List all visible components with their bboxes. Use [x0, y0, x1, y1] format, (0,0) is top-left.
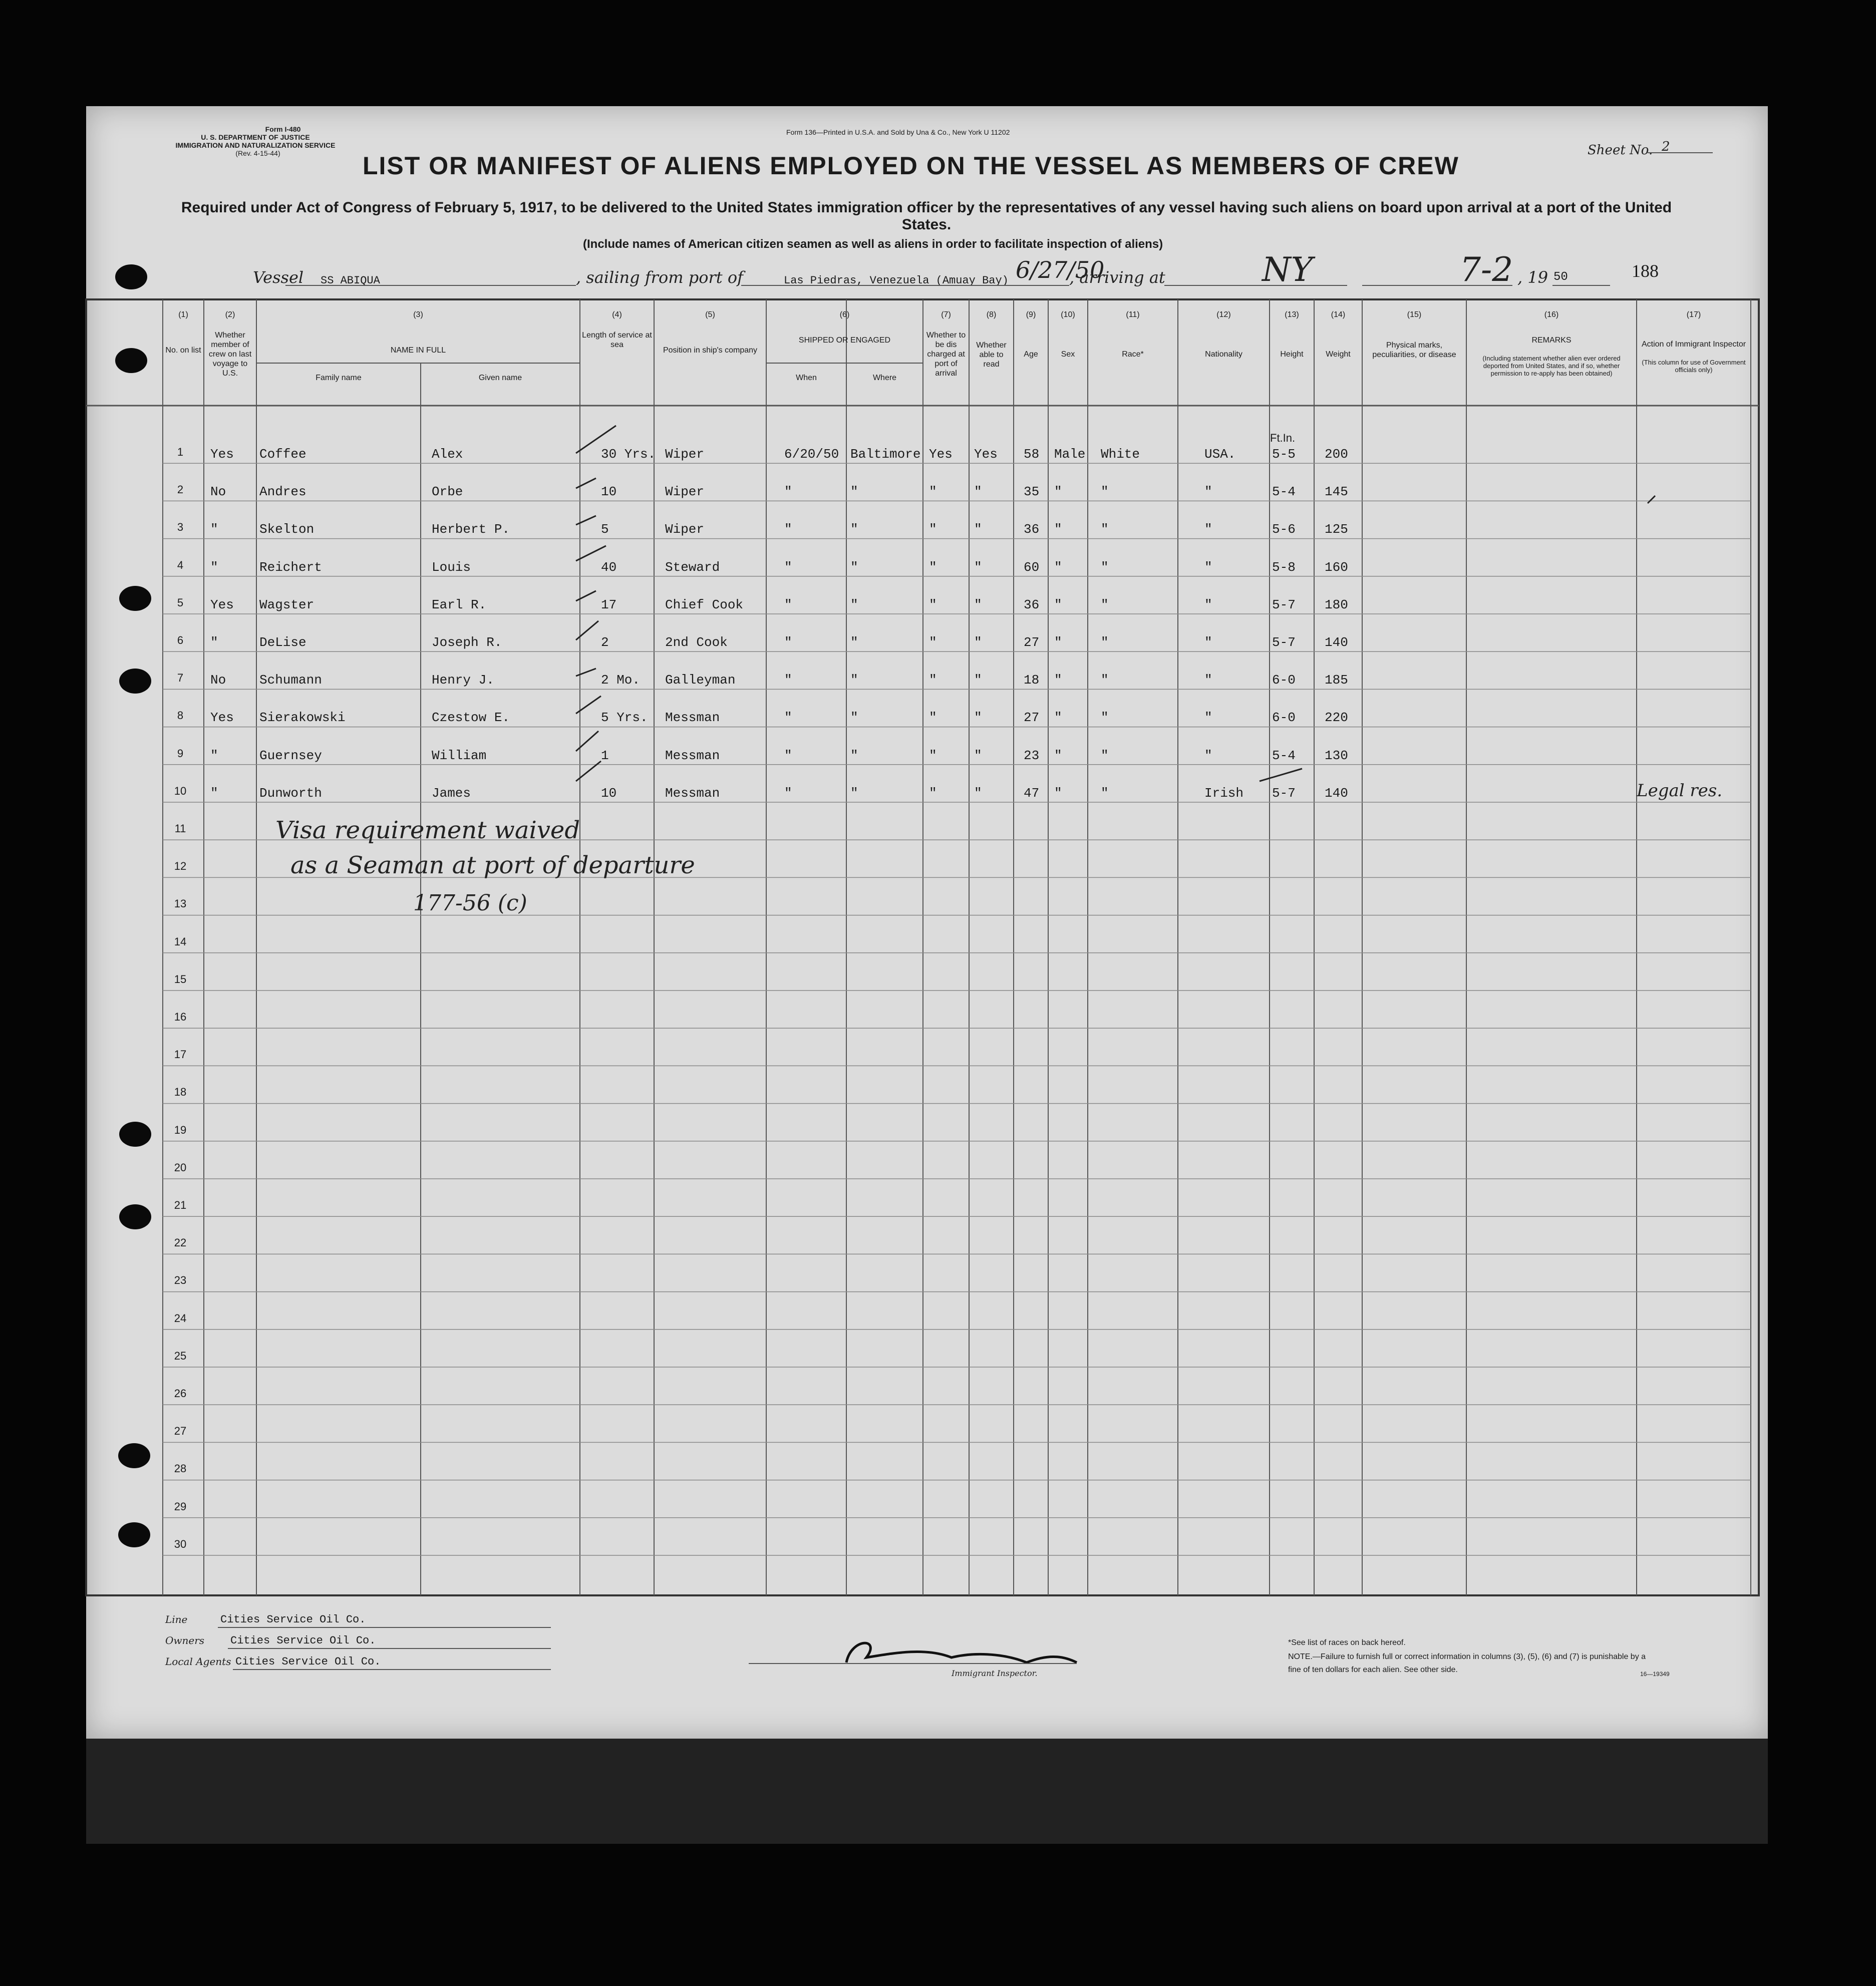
cell-sex: " — [1054, 748, 1062, 763]
owners-value: Cities Service Oil Co. — [230, 1634, 376, 1647]
cell-when: 6/20/50 — [784, 447, 839, 462]
cell-service: 5 Yrs. — [601, 710, 648, 726]
row-number: 19 — [174, 1123, 187, 1136]
cell-age: 36 — [1024, 597, 1040, 612]
cell-weight: 125 — [1325, 522, 1348, 537]
row-number: 3 — [177, 521, 184, 534]
cell-last: No — [210, 484, 226, 500]
cell-age: 35 — [1024, 484, 1040, 500]
column-number: (7) — [941, 310, 951, 319]
column-number: (2) — [225, 310, 235, 319]
row-number: 1 — [177, 446, 184, 458]
cell-read: " — [974, 522, 982, 537]
column-subnote: (Including statement whether alien ever ordered deported from United States, and if so, whether permission to re-apply has been obtained) — [1482, 355, 1621, 377]
column-number: (8) — [986, 310, 997, 319]
column-header: Whether to be dis charged at port of arrival — [926, 331, 966, 378]
cell-when: " — [784, 522, 792, 537]
subtitle: Required under Act of Congress of February 5, 1917, to be delivered to the United States immigration officer by the representatives of any vessel having such aliens on board upon arrival at a port of the United States. — [181, 199, 1672, 233]
cell-nationality: " — [1204, 484, 1212, 500]
cell-when: " — [784, 710, 792, 726]
year-prefix: , 19 — [1517, 268, 1548, 287]
cell-service: 10 — [601, 785, 617, 801]
cell-age: 18 — [1024, 673, 1040, 688]
column-number: (3) — [413, 310, 423, 319]
cell-age: 36 — [1024, 522, 1040, 537]
cell-height: 5-8 — [1272, 559, 1296, 575]
include-note: (Include names of American citizen seamen as well as aliens in order to facilitate inspection of aliens) — [583, 237, 1163, 251]
sail-date: 6/27/50 — [1016, 256, 1105, 283]
cell-height: 5-4 — [1272, 748, 1296, 763]
cell-read: Yes — [974, 447, 998, 462]
cell-sex: " — [1054, 559, 1062, 575]
cell-position: Wiper — [665, 522, 705, 537]
row-number: 21 — [174, 1199, 187, 1211]
cell-height: 6-0 — [1272, 710, 1296, 726]
cell-height: 5-7 — [1272, 635, 1296, 650]
column-number: (5) — [705, 310, 715, 319]
line-value: Cities Service Oil Co. — [220, 1613, 366, 1626]
column-subheader: Given name — [478, 374, 522, 382]
cell-nationality: " — [1204, 597, 1212, 612]
cell-last: " — [210, 748, 218, 763]
column-header: Race* — [1122, 350, 1144, 359]
cell-discharged: " — [929, 673, 937, 688]
cell-sex: " — [1054, 635, 1062, 650]
cell-where: " — [850, 522, 858, 537]
cell-last: No — [210, 673, 226, 688]
cell-position: Chief Cook — [665, 597, 744, 612]
cell-nationality: " — [1204, 710, 1212, 726]
cell-given: Louis — [432, 559, 471, 575]
row-number: 17 — [174, 1048, 187, 1061]
cell-read: " — [974, 785, 982, 801]
cell-read: " — [974, 484, 982, 500]
cell-service: 17 — [601, 597, 617, 612]
cell-given: Alex — [432, 447, 463, 462]
column-header: Action of Immigrant Inspector — [1641, 340, 1746, 349]
cell-position: Steward — [665, 559, 720, 575]
cell-weight: 160 — [1325, 559, 1348, 575]
row-number: 28 — [174, 1462, 187, 1475]
handwritten-note-line-1: Visa requirement waived — [275, 816, 580, 844]
form-number: Form I-480 — [265, 125, 301, 133]
column-number: (12) — [1216, 310, 1231, 319]
cell-last: " — [210, 559, 218, 575]
column-number: (14) — [1331, 310, 1346, 319]
cell-sex: " — [1054, 597, 1062, 612]
row-number: 13 — [174, 897, 187, 910]
cell-where: " — [850, 559, 858, 575]
cell-read: " — [974, 559, 982, 575]
cell-height: 5-6 — [1272, 522, 1296, 537]
cell-sex: " — [1054, 710, 1062, 726]
line-label: Line — [165, 1613, 188, 1625]
department: U. S. DEPARTMENT OF JUSTICE — [201, 133, 310, 141]
cell-nationality: " — [1204, 522, 1212, 537]
cell-discharged: " — [929, 710, 937, 726]
row-number: 9 — [177, 747, 184, 760]
column-header: Sex — [1061, 350, 1075, 359]
column-header: Position in ship's company — [663, 346, 758, 355]
row-number: 26 — [174, 1387, 187, 1400]
cell-nationality: " — [1204, 673, 1212, 688]
column-number: (4) — [612, 310, 622, 319]
cell-where: " — [850, 673, 858, 688]
cell-given: Orbe — [432, 484, 463, 500]
column-subheader: Where — [872, 374, 897, 382]
cell-height: 5-5 — [1272, 447, 1296, 462]
row-number: 12 — [174, 860, 187, 873]
cell-when: " — [784, 748, 792, 763]
column-header: Height — [1280, 350, 1304, 359]
cell-where: Baltimore — [850, 447, 921, 462]
cell-read: " — [974, 710, 982, 726]
departure-port: Las Piedras, Venezuela (Amuay Bay) — [784, 274, 1009, 287]
cell-last: Yes — [210, 597, 234, 612]
cell-race: " — [1101, 597, 1109, 612]
cell-discharged: " — [929, 522, 937, 537]
handwritten-note-line-3: 177-56 (c) — [413, 890, 527, 916]
cell-given: Henry J. — [432, 673, 494, 688]
cell-read: " — [974, 597, 982, 612]
cell-height: 5-7 — [1272, 597, 1296, 612]
penalty-note: NOTE.—Failure to furnish full or correct information in columns (3), (5), (6) and (7) is punishable by a fine of ten dollars for each alien. See other side. — [1288, 1652, 1646, 1674]
cell-service: 1 — [601, 748, 609, 763]
cell-family: Andres — [259, 484, 306, 500]
cell-age: 27 — [1024, 710, 1040, 726]
row-number: 2 — [177, 483, 184, 496]
cell-height: 5-4 — [1272, 484, 1296, 500]
column-header: Age — [1024, 350, 1038, 359]
cell-nationality: " — [1204, 559, 1212, 575]
cell-where: " — [850, 484, 858, 500]
column-header: Physical marks, peculiarities, or disease — [1372, 341, 1456, 359]
row-number: 24 — [174, 1311, 187, 1325]
page-title: LIST OR MANIFEST OF ALIENS EMPLOYED ON THE VESSEL AS MEMBERS OF CREW — [363, 152, 1459, 180]
column-subheader: When — [796, 374, 817, 382]
cell-race: " — [1101, 673, 1109, 688]
column-header: Length of service at sea — [582, 331, 652, 349]
cell-last: Yes — [210, 447, 234, 462]
cell-read: " — [974, 748, 982, 763]
cell-family: Schumann — [259, 673, 322, 688]
cell-race: " — [1101, 748, 1109, 763]
row-number: 11 — [174, 822, 186, 835]
column-subheader: Family name — [316, 374, 362, 382]
column-number: (16) — [1544, 310, 1559, 319]
cell-weight: 145 — [1325, 484, 1348, 500]
cell-where: " — [850, 710, 858, 726]
cell-race: " — [1101, 635, 1109, 650]
cell-family: Reichert — [259, 559, 322, 575]
cell-service: 2 — [601, 635, 609, 650]
inspector-label: Immigrant Inspector. — [952, 1669, 1038, 1678]
year: 50 — [1553, 270, 1568, 284]
column-header: REMARKS — [1531, 336, 1572, 345]
cell-race: White — [1101, 447, 1140, 462]
cell-given: Czestow E. — [432, 710, 510, 726]
service-name: IMMIGRATION AND NATURALIZATION SERVICE — [175, 141, 336, 149]
printer-line: Form 136—Printed in U.S.A. and Sold by Una & Co., New York U 11202 — [786, 128, 1010, 136]
row-number: 8 — [177, 709, 184, 722]
row-number: 16 — [174, 1011, 187, 1023]
cell-sex: " — [1054, 484, 1062, 500]
race-note: *See list of races on back hereof. — [1288, 1638, 1406, 1647]
cell-race: " — [1101, 785, 1109, 801]
cell-discharged: " — [929, 597, 937, 612]
sheet-label: Sheet No. — [1588, 143, 1653, 158]
cell-given: William — [432, 748, 487, 763]
cell-weight: 180 — [1325, 597, 1348, 612]
cell-family: DeLise — [259, 635, 306, 650]
cell-race: " — [1101, 710, 1109, 726]
cell-where: " — [850, 785, 858, 801]
vessel-name: SS ABIQUA — [321, 274, 380, 287]
cell-age: 58 — [1024, 447, 1040, 462]
cell-weight: 200 — [1325, 447, 1348, 462]
column-number: (1) — [178, 310, 188, 319]
cell-service: 40 — [601, 559, 617, 575]
cell-age: 60 — [1024, 559, 1040, 575]
cell-when: " — [784, 597, 792, 612]
cell-position: Wiper — [665, 447, 705, 462]
cell-given: James — [432, 785, 471, 801]
cell-given: Joseph R. — [432, 635, 502, 650]
cell-nationality: " — [1204, 635, 1212, 650]
cell-position: Galleyman — [665, 673, 736, 688]
column-header: Weight — [1326, 350, 1351, 359]
cell-family: Coffee — [259, 447, 306, 462]
column-header: NAME IN FULL — [390, 346, 446, 355]
cell-discharged: " — [929, 635, 937, 650]
cell-given: Herbert P. — [432, 522, 510, 537]
cell-position: Messman — [665, 710, 720, 726]
cell-family: Wagster — [259, 597, 315, 612]
cell-when: " — [784, 673, 792, 688]
row-number: 10 — [174, 784, 187, 797]
sheet-number: 2 — [1662, 139, 1670, 154]
height-unit: Ft.In. — [1270, 432, 1296, 444]
sailing-label: , sailing from port of — [576, 268, 743, 287]
column-header: Whether able to read — [976, 341, 1007, 369]
column-subnote: (This column for use of Government officials only) — [1642, 359, 1746, 374]
arriving-label: , arriving at — [1069, 268, 1165, 287]
cell-sex: " — [1054, 522, 1062, 537]
cell-last: " — [210, 522, 218, 537]
cell-discharged: Yes — [929, 447, 953, 462]
page-stamp-number: 188 — [1632, 261, 1659, 281]
cell-action: Legal res. — [1637, 780, 1723, 801]
cell-race: " — [1101, 559, 1109, 575]
cell-service: 2 Mo. — [601, 673, 641, 688]
column-number: (10) — [1061, 310, 1075, 319]
cell-discharged: " — [929, 559, 937, 575]
column-header: SHIPPED OR ENGAGED — [798, 336, 891, 345]
cell-age: 47 — [1024, 785, 1040, 801]
cell-position: Messman — [665, 748, 720, 763]
form-code: 16—19349 — [1640, 1671, 1670, 1678]
cell-read: " — [974, 635, 982, 650]
arrival-port: NY — [1262, 250, 1313, 289]
arrival-date: 7-2 — [1460, 250, 1513, 289]
column-number: (15) — [1407, 310, 1422, 319]
row-number: 5 — [177, 596, 184, 609]
row-number: 18 — [174, 1086, 187, 1099]
cell-age: 23 — [1024, 748, 1040, 763]
cell-where: " — [850, 748, 858, 763]
cell-last: " — [210, 785, 218, 801]
row-number: 15 — [174, 972, 187, 985]
cell-age: 27 — [1024, 635, 1040, 650]
column-number: (17) — [1686, 310, 1701, 319]
row-number: 25 — [174, 1349, 187, 1362]
cell-race: " — [1101, 522, 1109, 537]
cell-last: " — [210, 635, 218, 650]
cell-weight: 185 — [1325, 673, 1348, 688]
cell-family: Skelton — [259, 522, 315, 537]
column-header: Whether member of crew on last voyage to U.S. — [208, 331, 252, 378]
column-number: (6) — [839, 310, 850, 319]
cell-weight: 140 — [1325, 785, 1348, 801]
cell-service: 10 — [601, 484, 617, 500]
cell-when: " — [784, 785, 792, 801]
row-number: 4 — [177, 558, 184, 571]
cell-height: 5-7 — [1272, 785, 1296, 801]
row-number: 7 — [177, 672, 184, 685]
cell-discharged: " — [929, 748, 937, 763]
column-header: No. on list — [165, 346, 201, 355]
column-number: (9) — [1026, 310, 1036, 319]
row-number: 22 — [174, 1236, 187, 1249]
row-number: 29 — [174, 1500, 187, 1513]
cell-discharged: " — [929, 785, 937, 801]
cell-family: Sierakowski — [259, 710, 346, 726]
cell-nationality: USA. — [1204, 447, 1236, 462]
agents-label: Local Agents — [165, 1656, 231, 1668]
row-number: 14 — [174, 935, 187, 948]
row-number: 27 — [174, 1425, 187, 1438]
cell-weight: 130 — [1325, 748, 1348, 763]
cell-where: " — [850, 597, 858, 612]
cell-position: Messman — [665, 785, 720, 801]
revision: (Rev. 4-15-44) — [235, 149, 280, 157]
cell-given: Earl R. — [432, 597, 487, 612]
row-number: 23 — [174, 1274, 187, 1287]
cell-sex: " — [1054, 673, 1062, 688]
cell-discharged: " — [929, 484, 937, 500]
cell-weight: 220 — [1325, 710, 1348, 726]
cell-family: Guernsey — [259, 748, 322, 763]
cell-service: 30 Yrs. — [601, 447, 656, 462]
handwritten-note-line-2: as a Seaman at port of departure — [290, 851, 695, 879]
vessel-label: Vessel — [253, 268, 304, 287]
owners-label: Owners — [165, 1634, 205, 1646]
cell-position: 2nd Cook — [665, 635, 728, 650]
cell-position: Wiper — [665, 484, 705, 500]
inspector-signature — [846, 1643, 1077, 1663]
cell-height: 6-0 — [1272, 673, 1296, 688]
cell-when: " — [784, 484, 792, 500]
column-number: (11) — [1126, 310, 1140, 319]
cell-family: Dunworth — [259, 785, 322, 801]
row-number: 20 — [174, 1161, 187, 1174]
cell-last: Yes — [210, 710, 234, 726]
cell-nationality: " — [1204, 748, 1212, 763]
cell-read: " — [974, 673, 982, 688]
column-number: (13) — [1285, 310, 1299, 319]
cell-race: " — [1101, 484, 1109, 500]
cell-when: " — [784, 635, 792, 650]
cell-sex: " — [1054, 785, 1062, 801]
row-number: 6 — [177, 634, 184, 646]
cell-sex: Male — [1054, 447, 1086, 462]
cell-service: 5 — [601, 522, 609, 537]
cell-when: " — [784, 559, 792, 575]
cell-where: " — [850, 635, 858, 650]
row-number: 30 — [174, 1537, 187, 1550]
cell-nationality: Irish — [1204, 785, 1244, 801]
agents-value: Cities Service Oil Co. — [235, 1656, 381, 1668]
column-header: Nationality — [1205, 350, 1242, 359]
cell-weight: 140 — [1325, 635, 1348, 650]
